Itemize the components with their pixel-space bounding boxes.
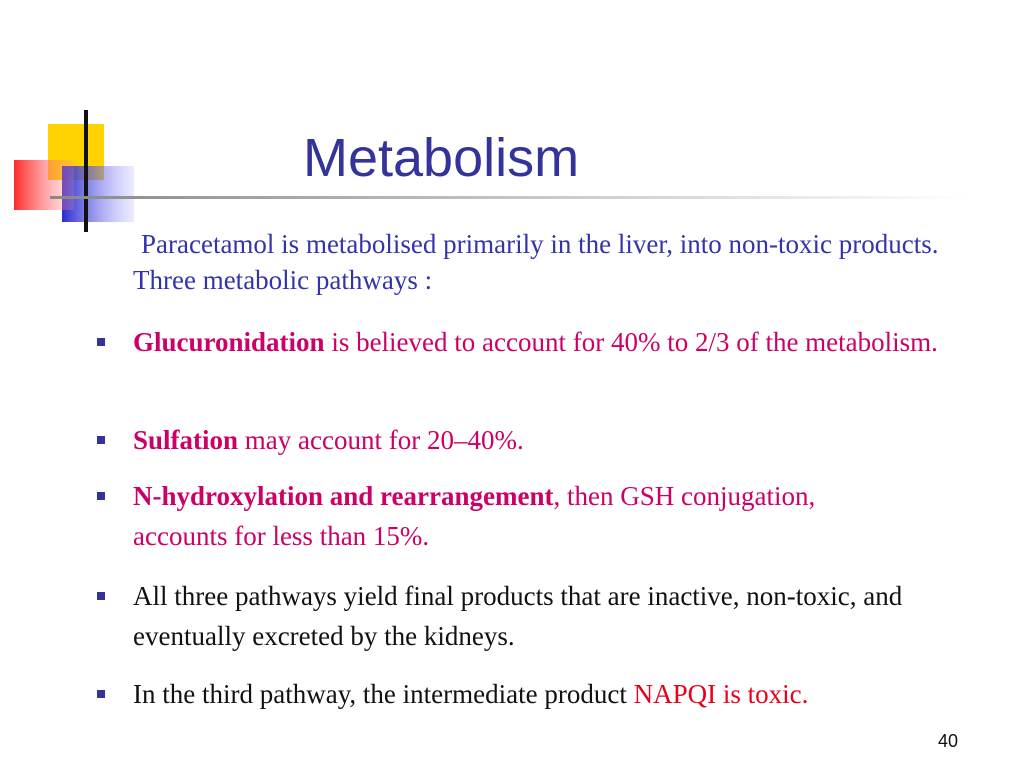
bullet-text: is believed to account for 40% to 2/3 of the metabolism. <box>324 327 938 357</box>
bullet-term: Glucuronidation <box>133 327 325 357</box>
bullet-third-pathway <box>133 674 993 714</box>
bullet-glucuronidation <box>133 322 993 362</box>
red-square <box>14 160 74 210</box>
bullet-marker <box>97 592 105 600</box>
napqi-highlight: NAPQI is toxic. <box>633 679 809 709</box>
bullet-text: All three pathways yield final products that are inactive, non-toxic, and eventually excreted by the kidneys. <box>133 581 903 651</box>
bullet-marker <box>97 436 105 444</box>
bullet-term: Sulfation <box>133 425 239 455</box>
decorative-corner-graphic <box>0 0 1024 240</box>
bullet-n-hydroxylation <box>133 476 833 556</box>
horizontal-line <box>50 196 970 199</box>
bullet-marker <box>97 492 105 500</box>
slide-title: Metabolism <box>303 128 580 188</box>
bullet-marker <box>97 690 105 698</box>
bullet-all-pathways <box>133 576 993 656</box>
bullet-marker <box>97 338 105 346</box>
bullet-sulfation <box>133 420 993 460</box>
bullet-text: , then GSH conjugation, accounts for less than 15%. <box>133 481 816 551</box>
bullet-text: may account for 20–40%. <box>238 425 524 455</box>
vertical-line <box>84 110 88 232</box>
intro-paragraph: Paracetamol is metabolised primarily in the liver, into non-toxic products. Three metabolic pathways : <box>133 229 939 295</box>
bullet-term: N-hydroxylation and rearrangement <box>133 481 554 511</box>
page-number: 40 <box>938 731 959 751</box>
bullet-text: In the third pathway, the intermediate product <box>133 679 634 709</box>
